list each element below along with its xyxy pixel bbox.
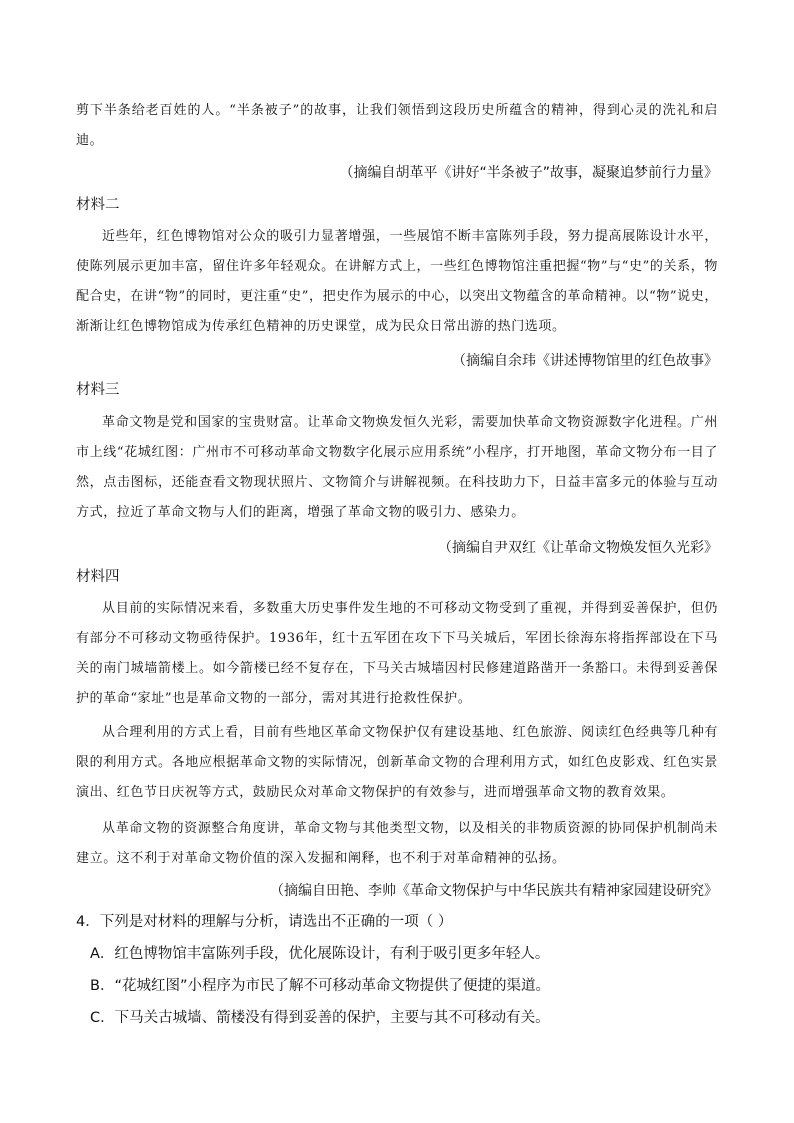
material4-source: （摘编自田艳、李帅《革命文物保护与中华民族共有精神家园建设研究》 (270, 883, 718, 899)
question-4-option-b: B．“花城红图”小程序为市民了解不可移动革命文物提供了便捷的渠道。 (90, 978, 550, 994)
material2-paragraph: 近些年，红色博物馆对公众的吸引力显著增强，一些展馆不断丰富陈列手段，努力提高展陈设计水平，使陈列展示更加丰富，留住许多年轻观众。在讲解方式上，一些红色博物馆注重把握“物”与“史”的关系，物配合史，在讲“物”的同时，更注重“史”，把史作为展示的中心，以突出文物蕴含的革命精神。以“物”说史，渐渐让红色博物馆成为传承红色精神的历史课堂，成为民众日常出游的热门选项。 (76, 229, 718, 334)
material3-source: （摘编自尹双红《让革命文物焕发恒久光彩》 (438, 540, 718, 556)
material3-paragraph: 革命文物是党和国家的宝贵财富。让革命文物焕发恒久光彩，需要加快革命文物资源数字化进程。广州市上线“花城红图：广州市不可移动革命文物数字化展示应用系统”小程序，打开地图，革命文物分布一目了然，点击图标，还能查看文物现状照片、文物简介与讲解视频。在科技助力下，日益丰富多元的体验与互动方式，拉近了革命文物与人们的距离，增强了革命文物的吸引力、感染力。 (76, 415, 718, 520)
material4-paragraph-2: 从合理利用的方式上看，目前有些地区革命文物保护仅有建设基地、红色旅游、阅读红色经典等几种有限的利用方式。各地应根据革命文物的实际情况，创新革命文物的合理利用方式，如红色皮影戏、红色实景演出、红色节日庆祝等方式，鼓励民众对革命文物保护的有效参与，进而增强革命文物的教育效果。 (76, 725, 718, 800)
material1-tail-paragraph: 剪下半条给老百姓的人。“半条被子”的故事，让我们领悟到这段历史所蕴含的精神，得到心灵的洗礼和启迪。 (76, 103, 718, 148)
material2-source: （摘编自余玮《讲述博物馆里的红色故事》 (452, 353, 718, 369)
question-4-option-c: C．下马关古城墙、箭楼没有得到妥善的保护，主要与其不可移动有关。 (90, 1010, 550, 1026)
material4-paragraph-3: 从革命文物的资源整合角度讲，革命文物与其他类型文物，以及相关的非物质资源的协同保护机制尚未建立。这不利于对革命文物价值的深入发掘和阐释，也不利于对革命精神的弘扬。 (76, 821, 718, 866)
material3-label: 材料三 (76, 382, 120, 398)
material4-label: 材料四 (76, 569, 120, 585)
question-4-option-a: A．红色博物馆丰富陈列手段，优化展陈设计，有利于吸引更多年轻人。 (90, 946, 550, 962)
question-4-stem: 4．下列是对材料的理解与分析，请选出不正确的一项（ ） (76, 914, 453, 930)
material2-label: 材料二 (76, 197, 120, 213)
material4-paragraph-1: 从目前的实际情况来看，多数重大历史事件发生地的不可移动文物受到了重视，并得到妥善保护，但仍有部分不可移动文物亟待保护。1936年，红十五军团在攻下下马关城后，军团长徐海东将指挥部设在下马关的南门城墙箭楼上。如今箭楼已经不复存在，下马关古城墙因村民修建道路凿开一条豁口。未得到妥善保护的革命“家址”也是革命文物的一部分，需对其进行抢救性保护。 (76, 601, 718, 706)
material1-source: （摘编自胡革平《讲好“半条被子”故事，凝聚追梦前行力量》 (339, 165, 718, 181)
